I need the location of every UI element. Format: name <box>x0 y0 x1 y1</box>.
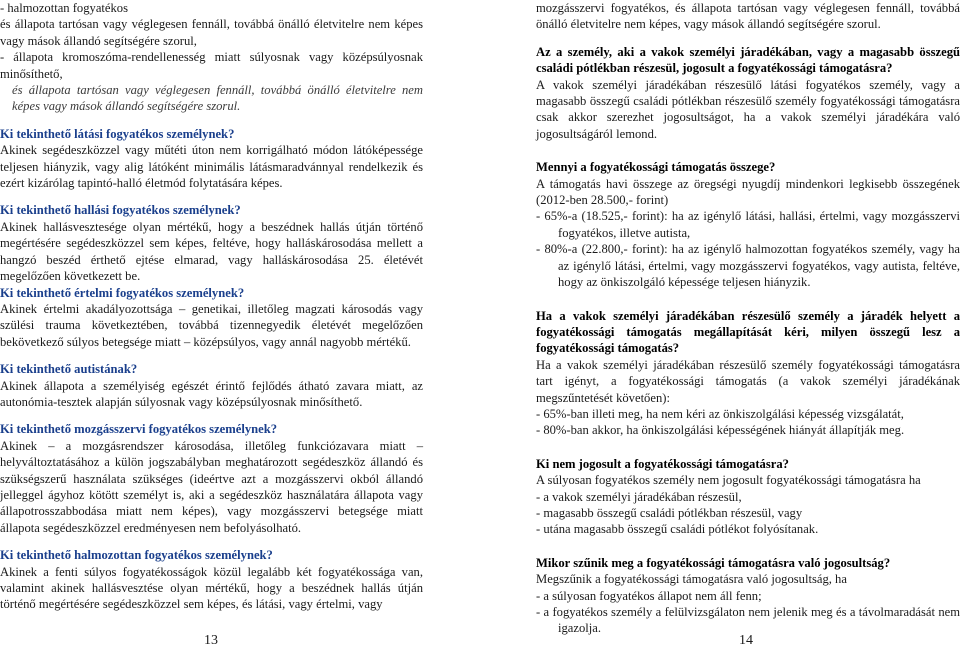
question-heading-megszunik: Mikor szűnik meg a fogyatékossági támogatásra való jogosultság? <box>536 555 891 570</box>
question-body-jaradek: Ha a vakok személyi járadékában részesülő személy fogyatékossági támogatásra tart igényt, a fogyatékossági támogatás (a vakok személyi járadékának megszűntetését követően): <box>536 357 960 405</box>
page-number-right: 14 <box>739 633 753 648</box>
question-body-nem-jogosult: A súlyosan fogyatékos személy nem jogosult fogyatékossági támogatásra ha <box>536 473 921 488</box>
list-item: - 65%-ban illeti meg, ha nem kéri az önkiszolgálási képesség vizsgálatát, <box>536 406 904 421</box>
list-item: - a fogyatékos személy a felülvizsgálaton nem jelenik meg és a távolmaradását nem igazolja. <box>536 605 960 636</box>
section-body-hallasi: Akinek hallásvesztesége olyan mértékű, hogy a beszédnek hallás útján történő megértésére segédeszközzel sem képes, feltéve, hogy halláskárosodása mellett a hangzó beszéd érthető ejtése elmarad, vagy halláskárosodása 25. életévét megelőzően következett be. <box>0 219 423 284</box>
list-item: - 80%-a (22.800,- forint): ha az igénylő halmozottan fogyatékos személy, vagy ha az igénylő látási, értelmi, vagy mozgásszervi fogyatékos, vagy autista, feltéve, hogy az önkiszolgáló képessége teljesen hiányzik. <box>536 242 960 290</box>
section-heading-mozgasszervi: Ki tekinthető mozgásszervi fogyatékos személynek? <box>0 422 278 437</box>
question-body-megszunik: Megszűnik a fogyatékossági támogatásra való jogosultság, ha <box>536 572 847 587</box>
list-item: - magasabb összegű családi pótlékban részesül, vagy <box>536 505 803 520</box>
question-heading-nem-jogosult: Ki nem jogosult a fogyatékossági támogatásra? <box>536 456 789 471</box>
intro-line-kromoszoma: - állapota kromoszóma-rendellenesség miatt súlyosnak vagy középsúlyosnak minősíthető, <box>0 50 423 81</box>
list-item: - 80%-ban akkor, ha önkiszolgálási képességének hiányát állapítják meg. <box>536 423 905 438</box>
list-item: - a súlyosan fogyatékos állapot nem áll fenn; <box>536 588 762 603</box>
question-body-vakok: A vakok személyi járadékában részesülő látási fogyatékos személy, vagy a magasabb összegű családi pótlékban részesülő személy fogyatékossági támogatásra csak akkor szerezhet jogosultságot, ha a vakok személyi járadékára való jogosultságáról lemond. <box>536 77 960 141</box>
question-body-osszeg: A támogatás havi összege az öregségi nyugdíj mindenkori legkisebb összegének (2012-ben 28.500,- forint) <box>536 176 960 208</box>
section-heading-ertelmi: Ki tekinthető értelmi fogyatékos személynek? <box>0 285 245 300</box>
section-body-mozgasszervi: Akinek – a mozgásrendszer károsodása, illetőleg funkciózavara miatt – helyváltoztatásához a külön jogszabályban meghatározott segédeszköz állandó és szükségszerű használata szükséges (ideértve azt a mozgásszervi okból állandó jelleggel ágyhoz kötött személyt is, aki a segédeszköz használatára állapota vagy állapotrosszabbodása miatt nem képes), vagy mozgásszervi betegsége miatt állapota segédeszközzel eredményesen nem befolyásolható. <box>0 438 423 535</box>
section-body-ertelmi: Akinek értelmi akadályozottsága – genetikai, illetőleg magzati károsodás vagy szülési trauma következtében, továbbá tizennegyedik életévét megelőzően bekövetkező súlyos betegsége miatt – középsúlyos, vagy annál nagyobb mértékű. <box>0 301 423 349</box>
page-number-left: 13 <box>204 633 218 648</box>
list-item: - 65%-a (18.525,- forint): ha az igénylő látási, hallási, értelmi, vagy mozgásszervi fogyatékos, illetve autista, <box>536 209 960 240</box>
section-body-latasi: Akinek segédeszközzel vagy műtéti úton nem korrigálható módon látóképessége teljesen hiányzik, vagy alig látóként minimális látásmaradvánnyal rendelkezik és ezért kizárólag tapintó-halló életmód folytatására képes. <box>0 143 423 191</box>
section-heading-autista: Ki tekinthető autistának? <box>0 362 138 377</box>
question-heading-osszeg: Mennyi a fogyatékossági támogatás összege? <box>536 160 776 175</box>
section-heading-hallasi: Ki tekinthető hallási fogyatékos személynek? <box>0 203 241 218</box>
section-body-autista: Akinek állapota a személyiség egészét érintő fejlődés átható zavara miatt, az autonómia-tesztek alapján súlyosnak vagy középsúlyosnak minősíthető. <box>0 378 423 409</box>
question-heading-vakok: Az a személy, aki a vakok személyi járadékában, vagy a magasabb összegű családi pótlékban részesül, jogosult a fogyatékossági támogatásra? <box>536 44 960 76</box>
list-item: - a vakok személyi járadékában részesül, <box>536 489 742 504</box>
question-heading-jaradek: Ha a vakok személyi járadékában részesülő személy a járadék helyett a fogyatékossági támogatás megállapítását kéri, milyen összegű lesz a fogyatékossági támogatás? <box>536 308 960 356</box>
section-heading-latasi: Ki tekinthető látási fogyatékos személynek? <box>0 126 235 141</box>
right-page-column <box>536 0 960 637</box>
section-body-halmozottan: Akinek a fenti súlyos fogyatékosságok közül legalább két fogyatékossága van, valamint akinek hallásvesztése olyan mértékű, hogy a beszédnek hallás útján történő megértésére segédeszközzel sem képes, és látási, vagy értelmi, vagy <box>0 564 423 612</box>
intro-line-allapota: és állapota tartósan vagy véglegesen fennáll, továbbá önálló életvitelre nem képes vagy mások állandó segítségére szorul, <box>0 17 423 48</box>
right-intro-paragraph: mozgásszervi fogyatékos, és állapota tartósan vagy véglegesen fennáll, továbbá önálló életvitelre nem képes, vagy mások állandó segítségére szorul. <box>536 1 960 32</box>
left-page-column <box>0 0 423 613</box>
intro-line-halmozottan: - halmozottan fogyatékos <box>0 1 128 15</box>
section-heading-halmozottan: Ki tekinthető halmozottan fogyatékos személynek? <box>0 548 273 563</box>
list-item: - utána magasabb összegű családi pótlékot folyósítanak. <box>536 522 819 537</box>
intro-italic-note: és állapota tartósan vagy véglegesen fennáll, továbbá önálló életvitelre nem képes vagy mások állandó segítségére szorul. <box>12 83 423 114</box>
